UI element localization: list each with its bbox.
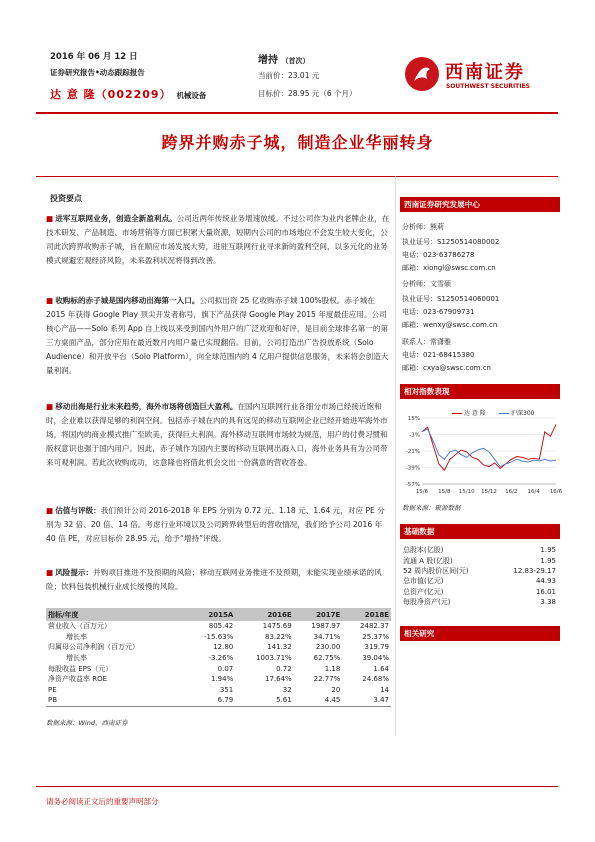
table-cell: 230.00 — [315, 643, 341, 652]
footer-divider — [36, 786, 558, 787]
table-row — [402, 555, 557, 565]
table-cell: 0.07 — [217, 664, 234, 673]
analyst-2-license: 执业证号：S1250514060001 — [402, 295, 500, 303]
table-cell: 62.75% — [313, 654, 341, 663]
bullet-icon: ■ — [46, 402, 54, 411]
table-cell: 2482.37 — [360, 622, 389, 631]
performance-chart-svg — [400, 404, 563, 496]
table-cell: -15.63% — [204, 632, 234, 641]
table-row — [402, 597, 557, 607]
table-cell: PE — [48, 685, 57, 694]
contact-email[interactable]: 邮箱：cxya@swsc.com.cn — [402, 364, 491, 372]
table-row — [46, 663, 391, 674]
table-row — [402, 566, 557, 576]
paragraph-3 — [46, 400, 391, 470]
current-price: 当前价：23.01 元 — [258, 71, 320, 80]
bullet-icon: ■ — [46, 506, 54, 515]
y-tick-label: -57% — [405, 482, 420, 488]
table-cell: 3.47 — [342, 695, 391, 706]
contact-phone: 电话：021-68415380 — [402, 351, 475, 359]
table-cell: 1475.69 — [262, 622, 292, 631]
table-cell: 24.68% — [362, 675, 389, 684]
table-cell: 总股本(亿股) — [403, 546, 444, 555]
table-cell: 5.61 — [235, 695, 293, 706]
bullet-icon: ■ — [46, 296, 54, 305]
table-cell: 净资产收益率 ROE — [48, 675, 108, 684]
table-cell: PB — [46, 695, 186, 706]
table-cell: 3.38 — [540, 598, 556, 607]
logo-en-text: SOUTHWEST SECURITIES — [446, 83, 530, 90]
x-tick-label: 15/10 — [458, 489, 475, 495]
table-cell: 1.95 — [540, 546, 556, 555]
paragraph-lead: 估值与评级： — [55, 506, 101, 515]
legend-swatch-2 — [499, 413, 509, 414]
table-cell: 34.71% — [313, 632, 341, 641]
table-source: 数据来源：Wind，西南证券 — [46, 719, 128, 727]
paragraph-text: 在国内互联网行业各细分市场已经接近饱和时，企业难以获得足够的利润空间。包括赤子城在内的具有远见的移动互联网企业已经开始进军海外市场，将国内的商业模式推广至欧美，获得巨大利润。海外移动互联网市场较为规范，用户的付费习惯和版权意识也强于国内用户。因此，赤子城作为国内主要的移动互联网出海入口，海外业务具有为公司带来可观利润。若此次收购成功，达意隆也将借此机会交出一份满意的营收答卷。 — [46, 402, 388, 467]
paragraph-text: 公司近两年传统业务增速放缓。不过公司作为业内老牌企业，在技术研发、产品制造、市场营销等方面已积累大量资源，短期内公司的市场地位不会发生较大变化，公司此次跨界收购赤子城，旨在顺应市场发展大势，进驻互联网行业寻求新的盈利空间，以多元化的业务模式规避宏观经济风险，未来盈利状况将得到改善。 — [46, 214, 390, 265]
table-row — [46, 685, 391, 696]
table-row — [46, 621, 391, 632]
table-cell: 总资产(亿元) — [403, 587, 444, 596]
financial-table — [46, 608, 391, 707]
y-tick-label: -39% — [405, 465, 420, 472]
relative-performance-bar: 相对指数表现 — [400, 384, 560, 399]
report-date: 2016 年 06 月 12 日 — [50, 52, 138, 62]
table-row — [46, 632, 391, 643]
table-cell: 1.94% — [211, 675, 234, 684]
table-cell: 17.64% — [265, 675, 292, 684]
table-cell: 20 — [331, 685, 341, 694]
table-row — [402, 587, 557, 597]
table-header: 2015A — [186, 608, 235, 621]
table-cell: 每股净资产(元) — [403, 598, 451, 607]
contact-name: 联系人：常潇雅 — [402, 338, 451, 346]
y-tick-label: -21% — [405, 449, 420, 455]
base-data-table — [402, 545, 557, 607]
paragraph-1 — [46, 212, 391, 268]
paragraph-2 — [46, 294, 391, 378]
chart-legend — [452, 408, 534, 417]
x-tick-label: 15/6 — [415, 489, 429, 495]
table-header-row — [46, 608, 391, 621]
analyst-1-license: 执业证号：S1250514080002 — [402, 238, 500, 246]
table-row — [46, 695, 391, 706]
table-cell: 141.32 — [267, 643, 292, 652]
target-price: 目标价：28.95 元（6 个月） — [258, 89, 357, 98]
analyst-2-name: 分析师：文雪硕 — [402, 280, 451, 288]
section-title: 投资要点 — [50, 194, 82, 203]
table-cell: 319.79 — [364, 643, 389, 652]
analyst-1-email[interactable]: 邮箱：xiongl@swsc.com.cn — [402, 264, 496, 272]
table-header: 指标/年度 — [46, 608, 186, 621]
legend-label-1: 达 意 隆 — [463, 410, 486, 417]
analyst-2-email[interactable]: 邮箱：wenxy@swsc.com.cn — [402, 321, 498, 329]
x-tick-label: 15/12 — [481, 489, 497, 495]
table-cell: 83.22% — [265, 632, 292, 641]
table-cell: 1003.71% — [256, 654, 292, 663]
bullet-icon: ■ — [46, 214, 54, 223]
table-cell: 44.93 — [535, 577, 556, 586]
footer-disclaimer[interactable]: 请务必阅读正文后的重要声明部分 — [46, 797, 159, 806]
table-row — [402, 576, 557, 586]
sector-label: 机械设备 — [176, 91, 207, 100]
table-cell: 25.37% — [362, 632, 389, 641]
table-cell: 1987.97 — [311, 622, 341, 631]
table-cell: 1.95 — [540, 556, 556, 565]
analyst-1-name: 分析师：熊莉 — [402, 223, 444, 231]
header-divider — [36, 112, 558, 114]
y-tick-label: -3% — [409, 432, 420, 439]
paragraph-4 — [46, 504, 391, 546]
table-cell: 14 — [380, 685, 389, 694]
logo-cn-text: 西南证券 — [445, 62, 525, 83]
company-title — [50, 86, 206, 102]
table-cell: 6.79 — [186, 695, 235, 706]
company-name: 达 意 隆（002209） — [50, 88, 172, 101]
swsc-logo-icon — [405, 57, 439, 91]
table-cell: 总市值(亿元) — [403, 577, 444, 586]
analyst-1-phone: 电话：023-63786278 — [402, 251, 475, 259]
company-logo — [405, 53, 555, 93]
paragraph-text: 我们预计公司 2016-2018 年 EPS 分别为 0.72 元、1.18 元、1.64 元，对应 PE 分别为 32 倍、20 倍、14 倍。考虑行业环境以及公司跨界转型后的营收情况，我们给予公司 2016 年 40 倍 PE，对应目标价 28.95 元，给予“增持”评级。 — [46, 506, 385, 543]
column-divider — [395, 176, 396, 736]
table-cell: 流通 A 股(亿股) — [403, 556, 453, 565]
paragraph-lead: 收购标的赤子城是国内移动出海第一入口。 — [55, 296, 200, 305]
chart-source: 数据来源：聚源数据 — [402, 504, 461, 512]
table-cell: 增长率 — [66, 654, 87, 663]
table-header: 2017E — [294, 608, 343, 621]
y-tick-label: 15% — [407, 416, 420, 422]
x-tick-label: 16/4 — [527, 489, 540, 495]
table-cell: 4.45 — [294, 695, 343, 706]
performance-chart — [400, 404, 563, 496]
series-line-1 — [422, 424, 556, 470]
table-row — [46, 642, 391, 653]
rating-value: 增持 — [258, 55, 278, 66]
paragraph-text: 并购项目推进不及预期的风险；移动互联网业务推进不及预期，未能实现业绩承诺的风险；饮料包装机械行业成长缓慢的风险。 — [46, 568, 382, 591]
table-cell: 22.77% — [313, 675, 341, 684]
paragraph-lead: 进军互联网业务，创造全新盈利点。 — [55, 214, 177, 223]
table-header: 2018E — [342, 608, 391, 621]
table-header: 2016E — [235, 608, 293, 621]
table-cell: 39.04% — [362, 654, 389, 663]
paragraph-5 — [46, 566, 391, 594]
table-cell: 805.42 — [208, 622, 234, 631]
paragraph-lead: 移动出海是行业未来趋势，海外市场将创造巨大盈利。 — [55, 402, 238, 411]
legend-label-2: 沪深300 — [511, 410, 535, 417]
legend-swatch-1 — [452, 413, 462, 414]
base-data-bar: 基础数据 — [400, 524, 560, 539]
x-tick-label: 15/8 — [438, 489, 451, 495]
table-cell: 16.01 — [535, 587, 556, 596]
table-row — [46, 653, 391, 664]
table-cell: 1.18 — [324, 664, 341, 673]
table-row — [46, 674, 391, 685]
table-cell: 增长率 — [66, 632, 87, 641]
table-cell: 351 — [219, 685, 234, 694]
related-research-bar: 相关研究 — [400, 626, 560, 641]
x-tick-label: 16/6 — [549, 489, 563, 495]
table-cell: 12.83-29.17 — [513, 566, 556, 575]
table-cell: 营业收入（百万元） — [48, 622, 111, 631]
table-cell: 52 周内股价区间(元) — [403, 566, 469, 575]
x-tick-label: 16/2 — [505, 489, 518, 495]
title-divider — [36, 176, 558, 177]
analyst-2-phone: 电话：023-67909731 — [402, 308, 475, 316]
bullet-icon: ■ — [46, 568, 54, 577]
table-cell: 归属母公司净利润（百万元） — [48, 643, 139, 652]
table-cell: 每股收益 EPS（元） — [48, 664, 113, 673]
table-cell: 32 — [282, 685, 292, 694]
table-cell: 1.64 — [373, 664, 389, 673]
report-title: 跨界并购赤子城，制造企业华丽转身 — [161, 133, 434, 152]
table-cell: 12.80 — [213, 643, 234, 652]
table-cell: 0.72 — [276, 664, 292, 673]
table-row — [402, 545, 557, 555]
research-center-bar: 西南证券研究发展中心 — [400, 197, 560, 212]
report-type: 证券研究报告•动态跟踪报告 — [50, 68, 145, 77]
paragraph-lead: 风险提示： — [55, 568, 94, 577]
rating-note: （首次） — [281, 57, 310, 65]
table-cell: -3.26% — [208, 654, 234, 663]
paragraph-text: 公司拟出资 25 亿收购赤子城 100%股权。赤子城在 2015 年获得 Google Play 顶尖开发者称号，旗下产品获得 Google Play 2015 年度最佳应用。公司核心产品——Solo 系列 App 自上线以来受到国内外用户的广泛欢迎和好评，是目前全球排名第一的第三方桌面产品，部分应用在最近数月内用户量已实现翻倍。目前，公司打造出广告投放系统（Solo Audience）和开放平台（Solo Platform），向全球范围内的 4 亿用户提供信息服务，未来将会创造大量利润。 — [46, 296, 389, 375]
rating — [258, 51, 309, 66]
